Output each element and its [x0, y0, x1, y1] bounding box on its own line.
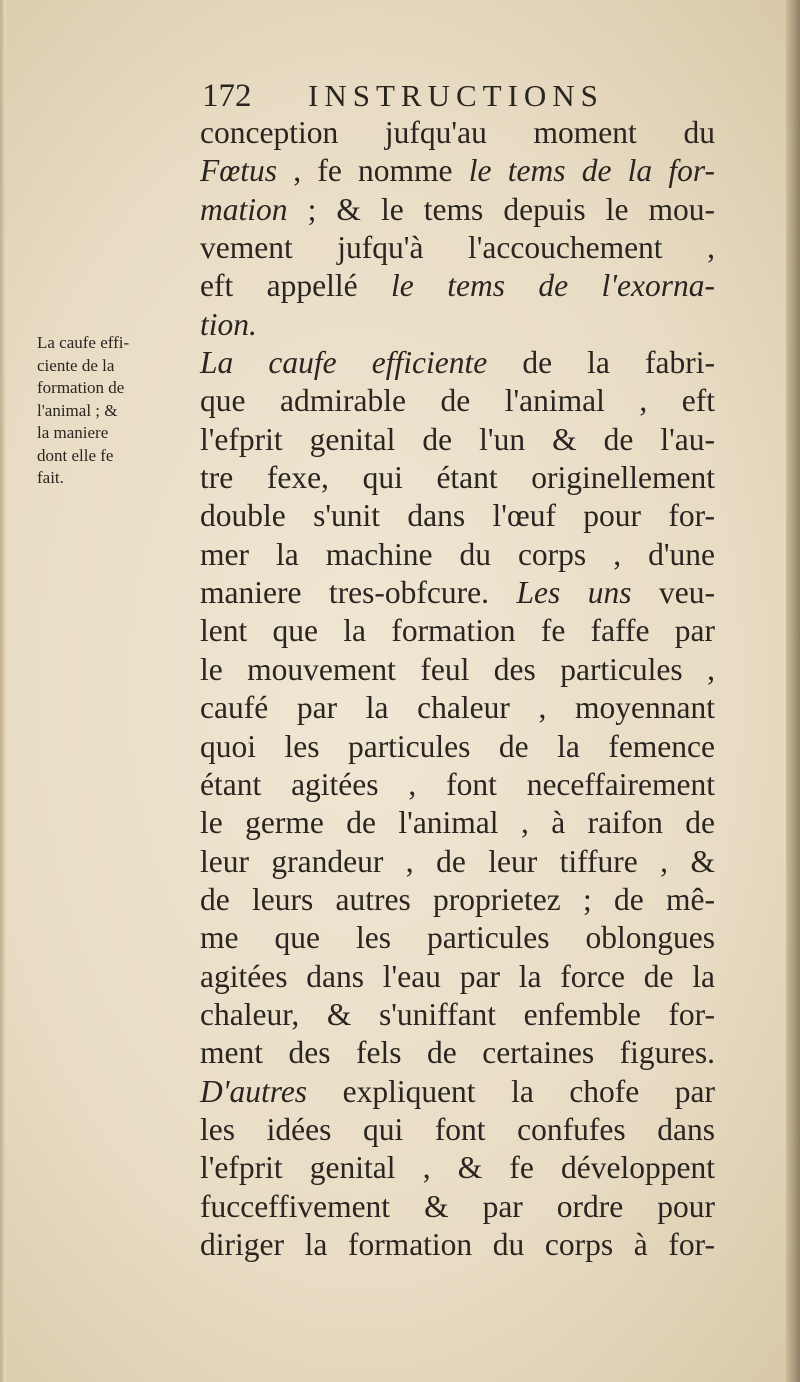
- margin-note-line: La caufe effi-: [37, 333, 130, 352]
- text-segment: étant agitées , font neceffairement: [200, 766, 715, 802]
- text-segment: me que les particules oblongues: [200, 920, 715, 956]
- text-line: [200, 497, 715, 535]
- text-line: [200, 191, 715, 229]
- text-line: [200, 919, 715, 957]
- text-line: [200, 152, 715, 190]
- text-segment: ; & le tems depuis le mou-: [287, 191, 715, 227]
- page-number: 172: [202, 78, 252, 114]
- italic-text: mation: [200, 191, 288, 227]
- running-title: INSTRUCTIONS: [308, 78, 604, 113]
- text-segment: maniere tres-obfcure.: [200, 575, 517, 611]
- margin-note: [37, 332, 187, 490]
- text-line: [200, 958, 715, 996]
- text-line: [200, 229, 715, 267]
- body-text: [200, 114, 715, 1264]
- text-segment: le germe de l'animal , à raifon de: [200, 805, 715, 841]
- text-segment: quoi les particules de la femence: [200, 728, 715, 764]
- italic-text: le tems de la for-: [468, 153, 715, 189]
- margin-note-line: dont elle fe: [37, 445, 114, 465]
- text-line: [200, 1111, 715, 1149]
- text-segment: le mouvement feul des particules ,: [200, 651, 715, 687]
- page-left-edge: [0, 0, 6, 1382]
- text-segment: lent que la formation fe faffe par: [200, 613, 715, 649]
- text-segment: vement jufqu'à l'accouchement ,: [200, 230, 715, 266]
- margin-note-line: l'animal ; &: [37, 400, 118, 420]
- margin-note-line: ciente de la: [37, 355, 115, 375]
- text-line: [200, 536, 715, 574]
- text-segment: de leurs autres proprietez ; de mê-: [200, 881, 715, 917]
- text-line: [200, 114, 715, 152]
- margin-note-line: formation de: [37, 378, 125, 397]
- text-line: [200, 1226, 715, 1264]
- text-line: [200, 267, 715, 305]
- text-segment: double s'unit dans l'œuf pour for-: [200, 498, 715, 534]
- margin-note-line: fait.: [37, 468, 64, 487]
- text-line: [200, 843, 715, 881]
- text-line: [200, 996, 715, 1034]
- text-segment: diriger la formation du corps à for-: [200, 1226, 715, 1262]
- text-segment: les idées qui font confufes dans: [200, 1111, 715, 1147]
- text-line: [200, 421, 715, 459]
- text-segment: conception jufqu'au moment du: [200, 115, 715, 150]
- text-segment: veu-: [631, 575, 715, 611]
- text-line: [200, 689, 715, 727]
- italic-text: le tems de l'exorna-: [391, 268, 716, 304]
- text-segment: , fe nomme: [277, 153, 469, 189]
- text-line: [200, 1073, 715, 1111]
- text-line: [200, 382, 715, 420]
- text-line: [200, 804, 715, 842]
- text-line: [200, 1149, 715, 1187]
- text-segment: fucceffivement & par ordre pour: [200, 1188, 715, 1224]
- text-segment: agitées dans l'eau par la force de la: [200, 958, 715, 994]
- text-line: [200, 1034, 715, 1072]
- text-line: [200, 612, 715, 650]
- italic-text: tion.: [200, 306, 257, 342]
- text-segment: eft appellé: [200, 268, 392, 304]
- text-segment: leur grandeur , de leur tiffure , &: [200, 843, 715, 879]
- text-segment: caufé par la chaleur , moyennant: [200, 690, 715, 726]
- italic-text: La caufe efficiente: [200, 345, 488, 381]
- text-segment: de la fabri-: [487, 345, 715, 381]
- page-right-edge: [786, 0, 800, 1382]
- italic-text: Fœtus: [200, 153, 278, 189]
- text-segment: l'efprit genital de l'un & de l'au-: [200, 421, 715, 457]
- text-segment: expliquent la chofe par: [307, 1073, 715, 1109]
- text-line: [200, 574, 715, 612]
- italic-text: Les uns: [516, 575, 632, 611]
- text-segment: l'efprit genital , & fe développent: [200, 1150, 715, 1186]
- text-line: [200, 881, 715, 919]
- italic-text: D'autres: [200, 1073, 308, 1109]
- text-line: [200, 306, 715, 344]
- text-line: [200, 344, 715, 382]
- text-line: [200, 459, 715, 497]
- text-segment: que admirable de l'animal , eft: [200, 383, 715, 419]
- text-segment: chaleur, & s'uniffant enfemble for-: [200, 996, 715, 1032]
- text-line: [200, 766, 715, 804]
- text-line: [200, 728, 715, 766]
- margin-note-line: la maniere: [37, 423, 109, 442]
- text-line: [200, 651, 715, 689]
- text-line: [200, 1188, 715, 1226]
- text-segment: mer la machine du corps , d'une: [200, 536, 715, 572]
- text-segment: tre fexe, qui étant originellement: [200, 460, 715, 496]
- text-segment: ment des fels de certaines figures.: [200, 1035, 715, 1071]
